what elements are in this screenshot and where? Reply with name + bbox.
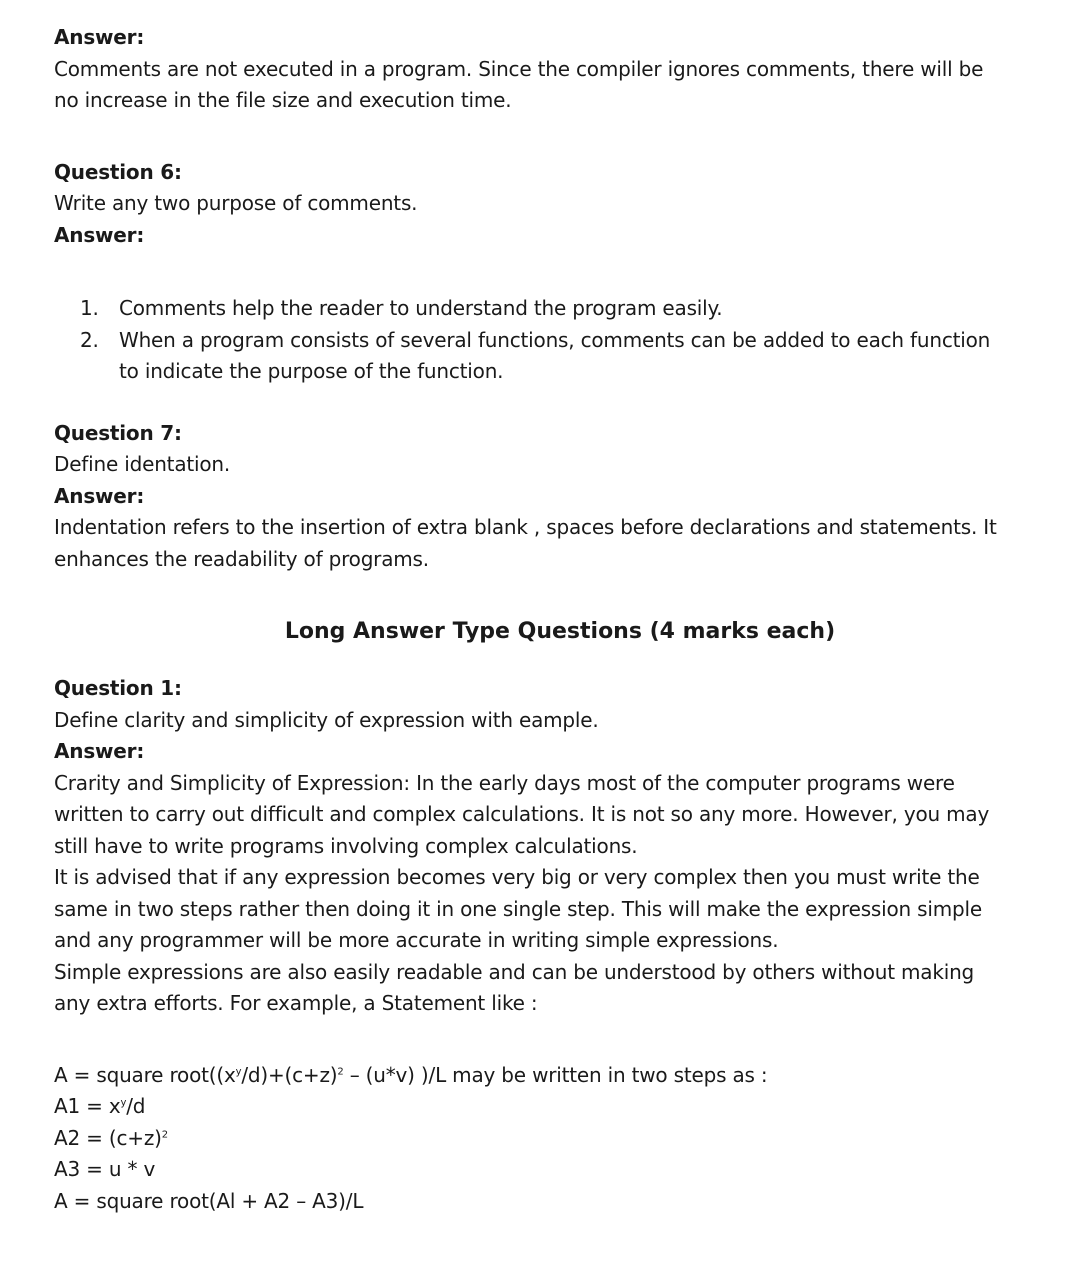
list-item — [54, 293, 1074, 325]
answer-line-q5-2: no increase in the file size and execution time. — [54, 88, 512, 112]
answer-line-lq1-7: Simple expressions are also easily readable and can be understood by others without making — [54, 959, 975, 984]
question-7-text: Define identation. — [54, 452, 231, 476]
answer-line-lq1-2: written to carry out difficult and complex calculations. It is not so any more. However, you may — [54, 802, 990, 826]
question-6-text: Write any two purpose of comments. — [54, 191, 418, 215]
answer-line-lq1-8: any extra efforts. For example, a Statement like : — [54, 991, 538, 1015]
answer-label-q6: Answer: — [54, 222, 145, 247]
list-item-text: Comments help the reader to understand the program easily. — [119, 296, 723, 320]
answer-line-lq1-6: and any programmer will be more accurate in writing simple expressions. — [54, 928, 779, 952]
long-question-1-label: Question 1: — [54, 676, 182, 700]
question-6-label: Question 6: — [54, 159, 182, 184]
answer-line-lq1-1: Crarity and Simplicity of Expression: In the early days most of the computer programs were — [54, 770, 955, 795]
answer-line-lq1-3: still have to write programs involving complex calculations. — [54, 833, 638, 858]
document-page — [54, 22, 1074, 1217]
answer-label-lq1: Answer: — [54, 739, 145, 763]
answer-label-q7: Answer: — [54, 483, 145, 508]
list-item-text-cont: to indicate the purpose of the function. — [119, 359, 504, 383]
list-number: 2. — [80, 327, 99, 352]
list-item — [54, 325, 1074, 388]
list-number: 1. — [80, 296, 99, 320]
formula-a1: $A1 = x^y/d$ — [54, 1094, 146, 1118]
formula-final: A = square root(Al + A2 – A3)/L — [54, 1188, 364, 1213]
answer-line-lq1-4: It is advised that if any expression becomes very big or very complex then you must write the — [54, 865, 980, 889]
long-question-1-text: Define clarity and simplicity of expression with eample. — [54, 707, 599, 732]
answer-line-lq1-5: same in two steps rather then doing it in one single step. This will make the expression simple — [54, 896, 982, 921]
list-item-text: When a program consists of several functions, comments can be added to each function — [119, 327, 991, 352]
formula-a3: A3 = u * v — [54, 1157, 156, 1181]
answer-line-q7-2: enhances the readability of programs. — [54, 546, 429, 571]
q6-answer-list — [54, 293, 1074, 388]
answer-line-q5-1: Comments are not executed in a program. Since the compiler ignores comments, there will be — [54, 56, 984, 81]
formula-main: A = square $root((x^y/d)+(c+z)^2 - (u*v)$ )/L may be written in two steps as : — [54, 1062, 768, 1087]
answer-label-q5: Answer: — [54, 25, 145, 49]
section-title: Long Answer Type Questions (4 marks each) — [284, 619, 836, 644]
formula-a2: $A2 = (c+z)^2$ — [54, 1125, 168, 1150]
question-7-label: Question 7: — [54, 420, 182, 445]
answer-line-q7-1: Indentation refers to the insertion of extra blank , spaces before declarations and statements. It — [54, 515, 997, 539]
